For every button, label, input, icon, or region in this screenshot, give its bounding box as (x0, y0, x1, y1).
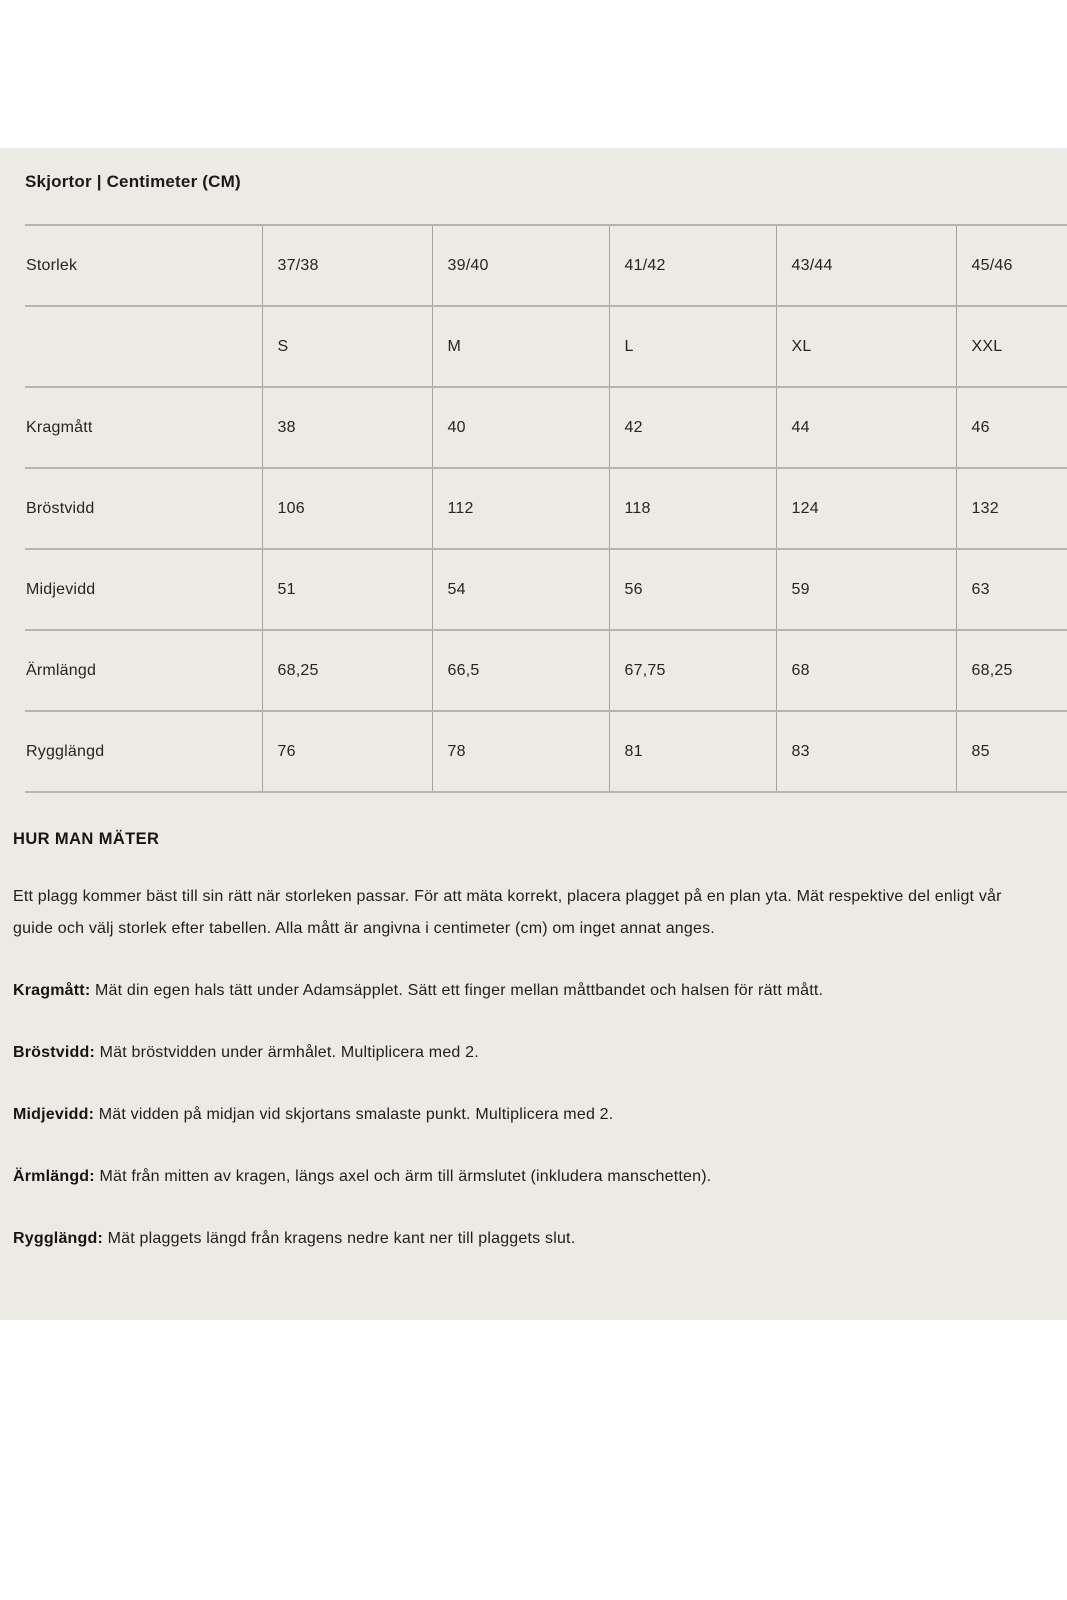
value-cell: 106 (262, 468, 432, 549)
how-to-measure-heading: HUR MAN MÄTER (13, 830, 160, 848)
measure-description: Mät vidden på midjan vid skjortans smalaste punkt. Multiplicera med 2. (94, 1106, 614, 1123)
value-cell: 39/40 (432, 225, 609, 306)
value-cell: XL (776, 306, 956, 387)
row-label-cell: Bröstvidd (25, 468, 262, 549)
value-cell: S (262, 306, 432, 387)
measure-term: Rygglängd: (13, 1230, 103, 1247)
size-guide-title: Skjortor | Centimeter (CM) (25, 172, 241, 191)
value-cell: 132 (956, 468, 1067, 549)
value-cell: 45/46 (956, 225, 1067, 306)
value-cell: 54 (432, 549, 609, 630)
value-cell: 68 (776, 630, 956, 711)
measure-item (13, 975, 1042, 1007)
value-cell: 40 (432, 387, 609, 468)
measure-item (13, 1223, 1042, 1255)
value-cell: M (432, 306, 609, 387)
size-guide-panel (0, 148, 1067, 1320)
size-table (25, 224, 1067, 793)
measure-item (13, 1161, 1042, 1193)
measure-description: Mät plaggets längd från kragens nedre kant ner till plaggets slut. (103, 1230, 576, 1247)
value-cell: 44 (776, 387, 956, 468)
value-cell: 41/42 (609, 225, 776, 306)
value-cell: 46 (956, 387, 1067, 468)
value-cell: 83 (776, 711, 956, 792)
measure-term: Midjevidd: (13, 1106, 95, 1123)
value-cell: 63 (956, 549, 1067, 630)
value-cell: 85 (956, 711, 1067, 792)
measure-description: Mät bröstvidden under ärmhålet. Multiplicera med 2. (95, 1044, 479, 1061)
value-cell: L (609, 306, 776, 387)
value-cell: 59 (776, 549, 956, 630)
table-row (25, 468, 1067, 549)
value-cell: 66,5 (432, 630, 609, 711)
size-table-container (25, 224, 1067, 793)
value-cell: 112 (432, 468, 609, 549)
measure-term: Ärmlängd: (13, 1168, 95, 1185)
table-row (25, 711, 1067, 792)
value-cell: 37/38 (262, 225, 432, 306)
table-row (25, 630, 1067, 711)
how-to-measure-intro: Ett plagg kommer bäst till sin rätt när storleken passar. För att mäta korrekt, placera plagget på en plan yta. Mät respektive del enligt vår guide och välj storlek efter tabellen. Alla mått är angivna i centimeter (cm) om inget annat anges. (13, 888, 1002, 937)
measure-term: Kragmått: (13, 982, 91, 999)
table-row (25, 225, 1067, 306)
value-cell: 42 (609, 387, 776, 468)
value-cell: 68,25 (956, 630, 1067, 711)
measure-items (0, 975, 1067, 1255)
value-cell: 68,25 (262, 630, 432, 711)
value-cell: 118 (609, 468, 776, 549)
value-cell: 67,75 (609, 630, 776, 711)
value-cell: 38 (262, 387, 432, 468)
row-label-cell: Ärmlängd (25, 630, 262, 711)
row-label-cell: Midjevidd (25, 549, 262, 630)
row-label-cell: Kragmått (25, 387, 262, 468)
value-cell: 124 (776, 468, 956, 549)
measure-item (13, 1037, 1042, 1069)
measure-item (13, 1099, 1042, 1131)
value-cell: 76 (262, 711, 432, 792)
measure-description: Mät din egen hals tätt under Adamsäpplet. Sätt ett finger mellan måttbandet och halsen för rätt mått. (90, 982, 824, 999)
value-cell: 81 (609, 711, 776, 792)
table-row (25, 387, 1067, 468)
value-cell: XXL (956, 306, 1067, 387)
row-label-cell: Rygglängd (25, 711, 262, 792)
table-row (25, 549, 1067, 630)
size-table-body (25, 225, 1067, 792)
value-cell: 43/44 (776, 225, 956, 306)
measure-description: Mät från mitten av kragen, längs axel och ärm till ärmslutet (inkludera manschetten). (94, 1168, 712, 1185)
value-cell: 51 (262, 549, 432, 630)
row-label-cell (25, 306, 262, 387)
table-row (25, 306, 1067, 387)
measure-term: Bröstvidd: (13, 1044, 95, 1061)
row-label-cell: Storlek (25, 225, 262, 306)
value-cell: 56 (609, 549, 776, 630)
value-cell: 78 (432, 711, 609, 792)
